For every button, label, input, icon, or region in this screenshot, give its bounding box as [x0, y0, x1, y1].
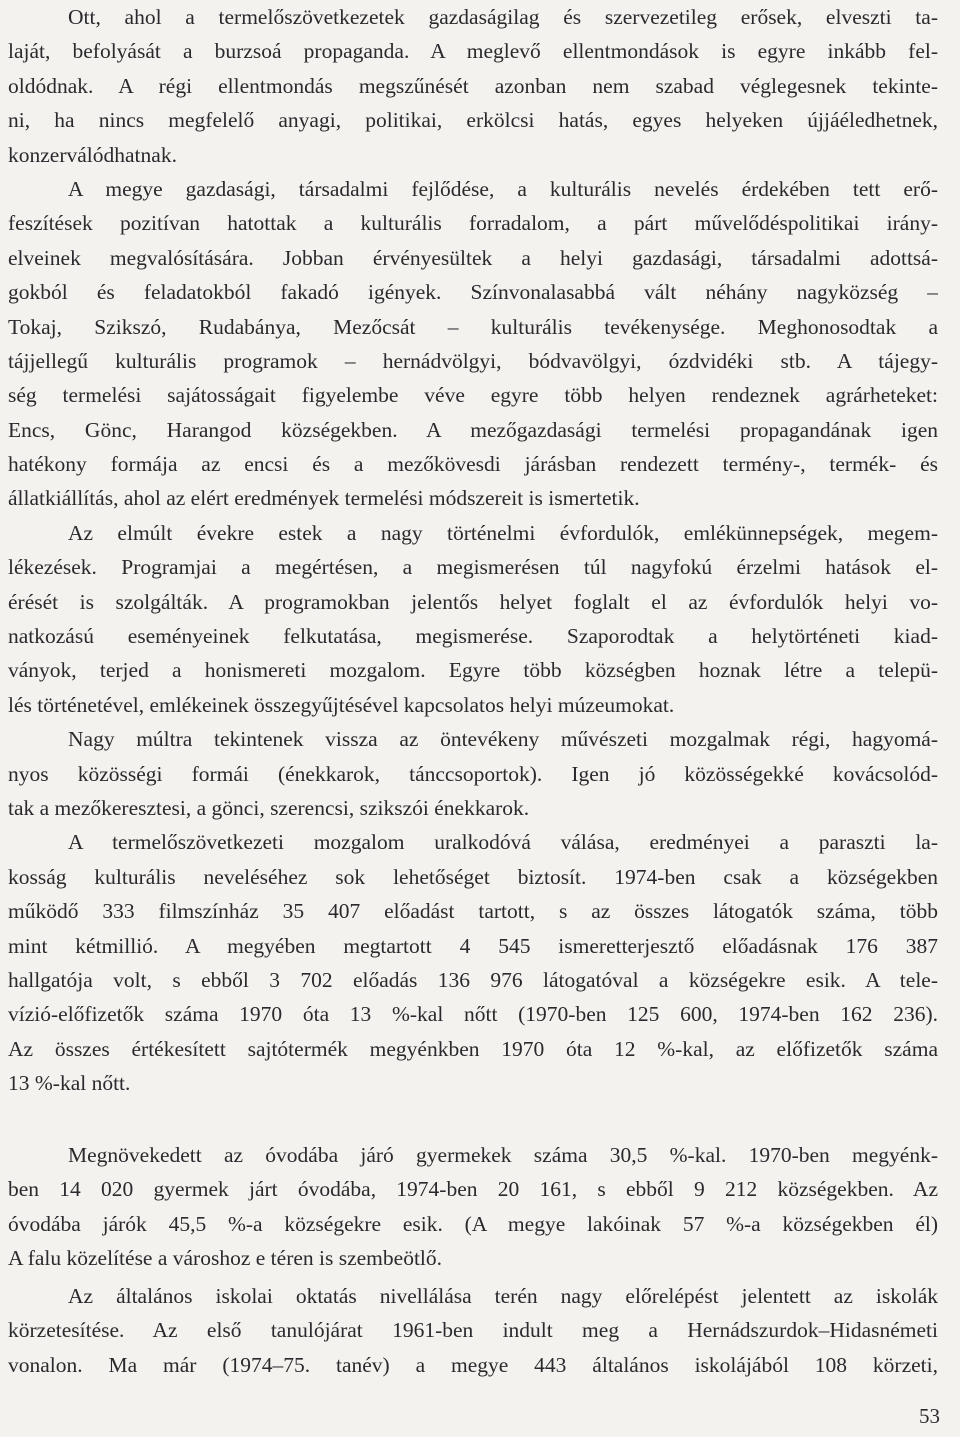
- text-line: vonalon. Ma már (1974–75. tanév) a megye 443 általános iskolájából 108 körzeti,: [8, 1352, 938, 1377]
- text-line: vízió-előfizetők száma 1970 óta 13 %-kal nőtt (1970-ben 125 600, 1974-ben 162 236).: [8, 1002, 938, 1027]
- text-line: konzerválódhatnak.: [8, 142, 177, 167]
- text-line: mint kétmillió. A megyében megtartott 4 545 ismeretterjesztő előadásnak 176 387: [8, 933, 938, 958]
- text-line: hallgatója volt, s ebből 3 702 előadás 136 976 látogatóval a községekre esik. A tele-: [8, 967, 938, 992]
- text-line: Megnövekedett az óvodába járó gyermekek száma 30,5 %-kal. 1970-ben megyénk-: [68, 1143, 938, 1167]
- text-block-kindergarten: [8, 1138, 938, 1276]
- text-line: ség termelési sajátosságait figyelembe véve egyre több helyen rendeznek agrárheteket:: [8, 383, 938, 408]
- text-line: natkozású eseményeinek felkutatása, megismerése. Szaporodtak a helytörténeti kiad-: [8, 624, 938, 649]
- text-line: A falu közelítése a városhoz e téren is szembeötlő.: [8, 1246, 443, 1271]
- text-line: Ott, ahol a termelőszövetkezetek gazdaságilag és szervezetileg erősek, elveszti ta-: [68, 5, 938, 29]
- text-line: Az összes értékesített sajtótermék megyénkben 1970 óta 12 %-kal, az előfizetők száma: [8, 1036, 938, 1061]
- text-block-schools: [8, 1279, 938, 1382]
- text-line: lés történetével, emlékeinek összegyűjtésével kapcsolatos helyi múzeumokat.: [8, 692, 675, 717]
- text-block-main: [8, 0, 938, 1101]
- text-line: ben 14 020 gyermek járt óvodába, 1974-ben 20 161, s ebből 9 212 községekben. Az: [8, 1177, 938, 1202]
- text-line: lékezések. Programjai a megértésen, a megismerésen túl nagyfokú érzelmi hatások el-: [8, 555, 938, 580]
- page-number: 53: [919, 1404, 940, 1428]
- text-line: elveinek megvalósítására. Jobban érvényesültek a helyi gazdasági, társadalmi adottsá-: [8, 245, 938, 270]
- text-line: oldódnak. A régi ellentmondás megszűnését azonban nem szabad véglegesnek tekinte-: [8, 73, 938, 98]
- text-line: A termelőszövetkezeti mozgalom uralkodóvá válása, eredményei a paraszti la-: [68, 830, 938, 855]
- text-line: 13 %-kal nőtt.: [8, 1071, 131, 1096]
- text-line: Az általános iskolai oktatás nivellálása terén nagy előrelépést jelentett az iskolák: [68, 1284, 938, 1308]
- text-line: laját, befolyását a burzsoá propaganda. A meglevő ellentmondások is egyre inkább fel-: [8, 39, 938, 64]
- text-line: ni, ha nincs megfelelő anyagi, politikai, erkölcsi hatás, egyes helyeken újjáéledhetnek,: [8, 108, 938, 133]
- text-line: kosság kulturális neveléséhez sok lehetőséget biztosít. 1974-ben csak a községekben: [8, 864, 938, 889]
- text-line: ványok, terjed a honismereti mozgalom. Egyre több községben hoznak létre a telepü-: [8, 658, 938, 683]
- text-line: feszítések pozitívan hatottak a kulturális forradalom, a párt művelődéspolitikai irány-: [8, 211, 938, 236]
- text-line: Tokaj, Szikszó, Rudabánya, Mezőcsát – kulturális tevékenysége. Meghonosodtak a: [8, 314, 938, 339]
- text-line: működő 333 filmszínház 35 407 előadást tartott, s az összes látogatók száma, több: [8, 899, 938, 924]
- text-line: hatékony formája az encsi és a mezőkövesdi járásban rendezett termény-, termék- és: [8, 452, 938, 477]
- text-line: óvodába járók 45,5 %-a községekre esik. (A megye lakóinak 57 %-a községekben él): [8, 1211, 938, 1236]
- text-line: állatkiállítás, ahol az elért eredmények termelési módszereit is ismertetik.: [8, 486, 640, 511]
- text-line: nyos közösségi formái (énekkarok, tánccsoportok). Igen jó közösségekké kovácsolód-: [8, 761, 938, 786]
- text-line: gokból és feladatokból fakadó igények. Színvonalasabbá vált néhány nagyközség –: [8, 280, 938, 305]
- text-line: tájjellegű kulturális programok – hernádvölgyi, bódvavölgyi, ózdvidéki stb. A tájegy-: [8, 348, 938, 373]
- text-line: körzetesítése. Az első tanulójárat 1961-ben indult meg a Hernádszurdok–Hidasnémeti: [8, 1318, 938, 1343]
- text-line: Encs, Gönc, Harangod községekben. A mezőgazdasági termelési propagandának igen: [8, 417, 938, 442]
- text-line: A megye gazdasági, társadalmi fejlődése, a kulturális nevelés érdekében tett erő-: [68, 176, 938, 201]
- text-line: Nagy múltra tekintenek vissza az öntevékeny művészeti mozgalmak régi, hagyomá-: [68, 727, 938, 752]
- text-line: Az elmúlt évekre estek a nagy történelmi évfordulók, emlékünnepségek, megem-: [68, 520, 938, 545]
- text-line: tak a mezőkeresztesi, a gönci, szerencsi, szikszói énekkarok.: [8, 795, 530, 820]
- text-line: érését is szolgálták. A programokban jelentős helyet foglalt el az évfordulók helyi vo-: [8, 589, 938, 614]
